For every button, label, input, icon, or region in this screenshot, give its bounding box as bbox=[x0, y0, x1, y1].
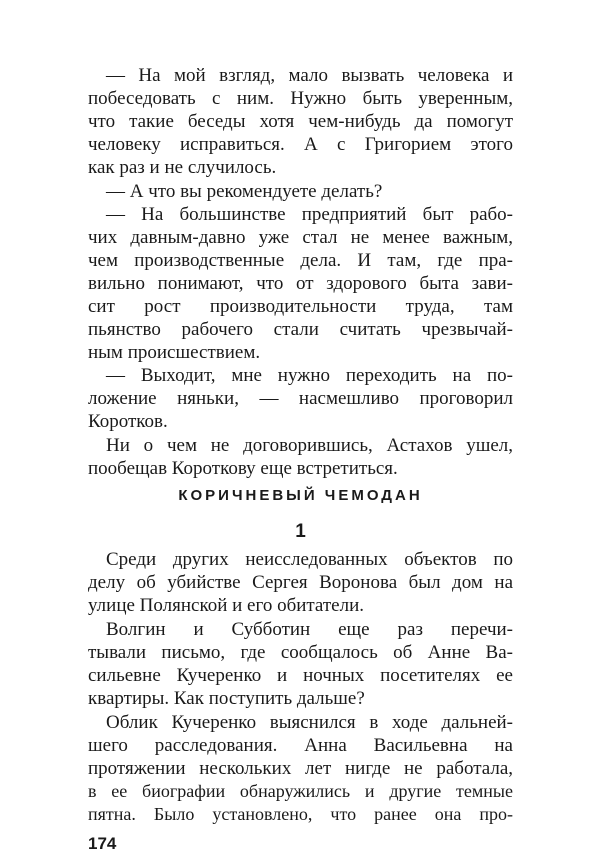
text-line: — А что вы рекомендуете делать? bbox=[106, 181, 383, 202]
text-line: — На мой взгляд, мало вызвать человека и bbox=[106, 65, 513, 86]
page-number: 174 bbox=[88, 834, 117, 853]
text-line: ложение няньки, — насмешливо проговорил bbox=[88, 388, 513, 409]
text-line: чем производственные дела. И там, где пра- bbox=[88, 250, 513, 271]
text-line: в ее биографии обнаружились и другие темные bbox=[88, 781, 513, 801]
text-line: сит рост производительности труда, там bbox=[88, 296, 513, 317]
text-line: пообещав Короткову еще встретиться. bbox=[88, 458, 398, 479]
text-line: Облик Кучеренко выяснился в ходе дальней- bbox=[106, 712, 513, 733]
text-line: тывали письмо, где сообщалось об Анне Ва- bbox=[88, 642, 513, 663]
text-line: пятна. Было установлено, что ранее она про- bbox=[88, 804, 513, 824]
text-line: что такие беседы хотя чем-нибудь да помогут bbox=[88, 111, 513, 132]
text-line: протяжении нескольких лет нигде не работала, bbox=[88, 758, 513, 779]
text-line: шего расследования. Анна Васильевна на bbox=[88, 735, 513, 756]
text-line: Волгин и Субботин еще раз перечи- bbox=[106, 619, 513, 640]
text-line: Коротков. bbox=[88, 411, 168, 432]
text-line: чих давным-давно уже стал не менее важным, bbox=[88, 227, 513, 248]
text-line: делу об убийстве Сергея Воронова был дом на bbox=[88, 572, 513, 593]
text-line: сильевне Кучеренко и ночных посетителях ее bbox=[88, 665, 513, 686]
chapter-number: 1 bbox=[295, 521, 306, 542]
text-line: улице Полянской и его обитатели. bbox=[88, 595, 365, 616]
text-line: как раз и не случилось. bbox=[88, 157, 277, 178]
chapter-title: КОРИЧНЕВЫЙ ЧЕМОДАН bbox=[178, 487, 423, 504]
text-line: квартиры. Как поступить дальше? bbox=[88, 688, 365, 709]
text-line: Ни о чем не договорившись, Астахов ушел, bbox=[106, 435, 513, 456]
text-line: — Выходит, мне нужно переходить на по- bbox=[106, 365, 513, 386]
text-line: побеседовать с ним. Нужно быть уверенным, bbox=[88, 88, 513, 109]
text-line: пьянство рабочего стали считать чрезвычай- bbox=[88, 319, 513, 340]
text-line: вильно понимают, что от здорового быта зави- bbox=[88, 273, 513, 294]
text-line: ным происшествием. bbox=[88, 342, 261, 363]
text-line: — На большинстве предприятий быт рабо- bbox=[106, 204, 513, 225]
text-line: человеку исправиться. А с Григорием этого bbox=[88, 134, 513, 155]
text-line: Среди других неисследованных объектов по bbox=[106, 549, 513, 570]
